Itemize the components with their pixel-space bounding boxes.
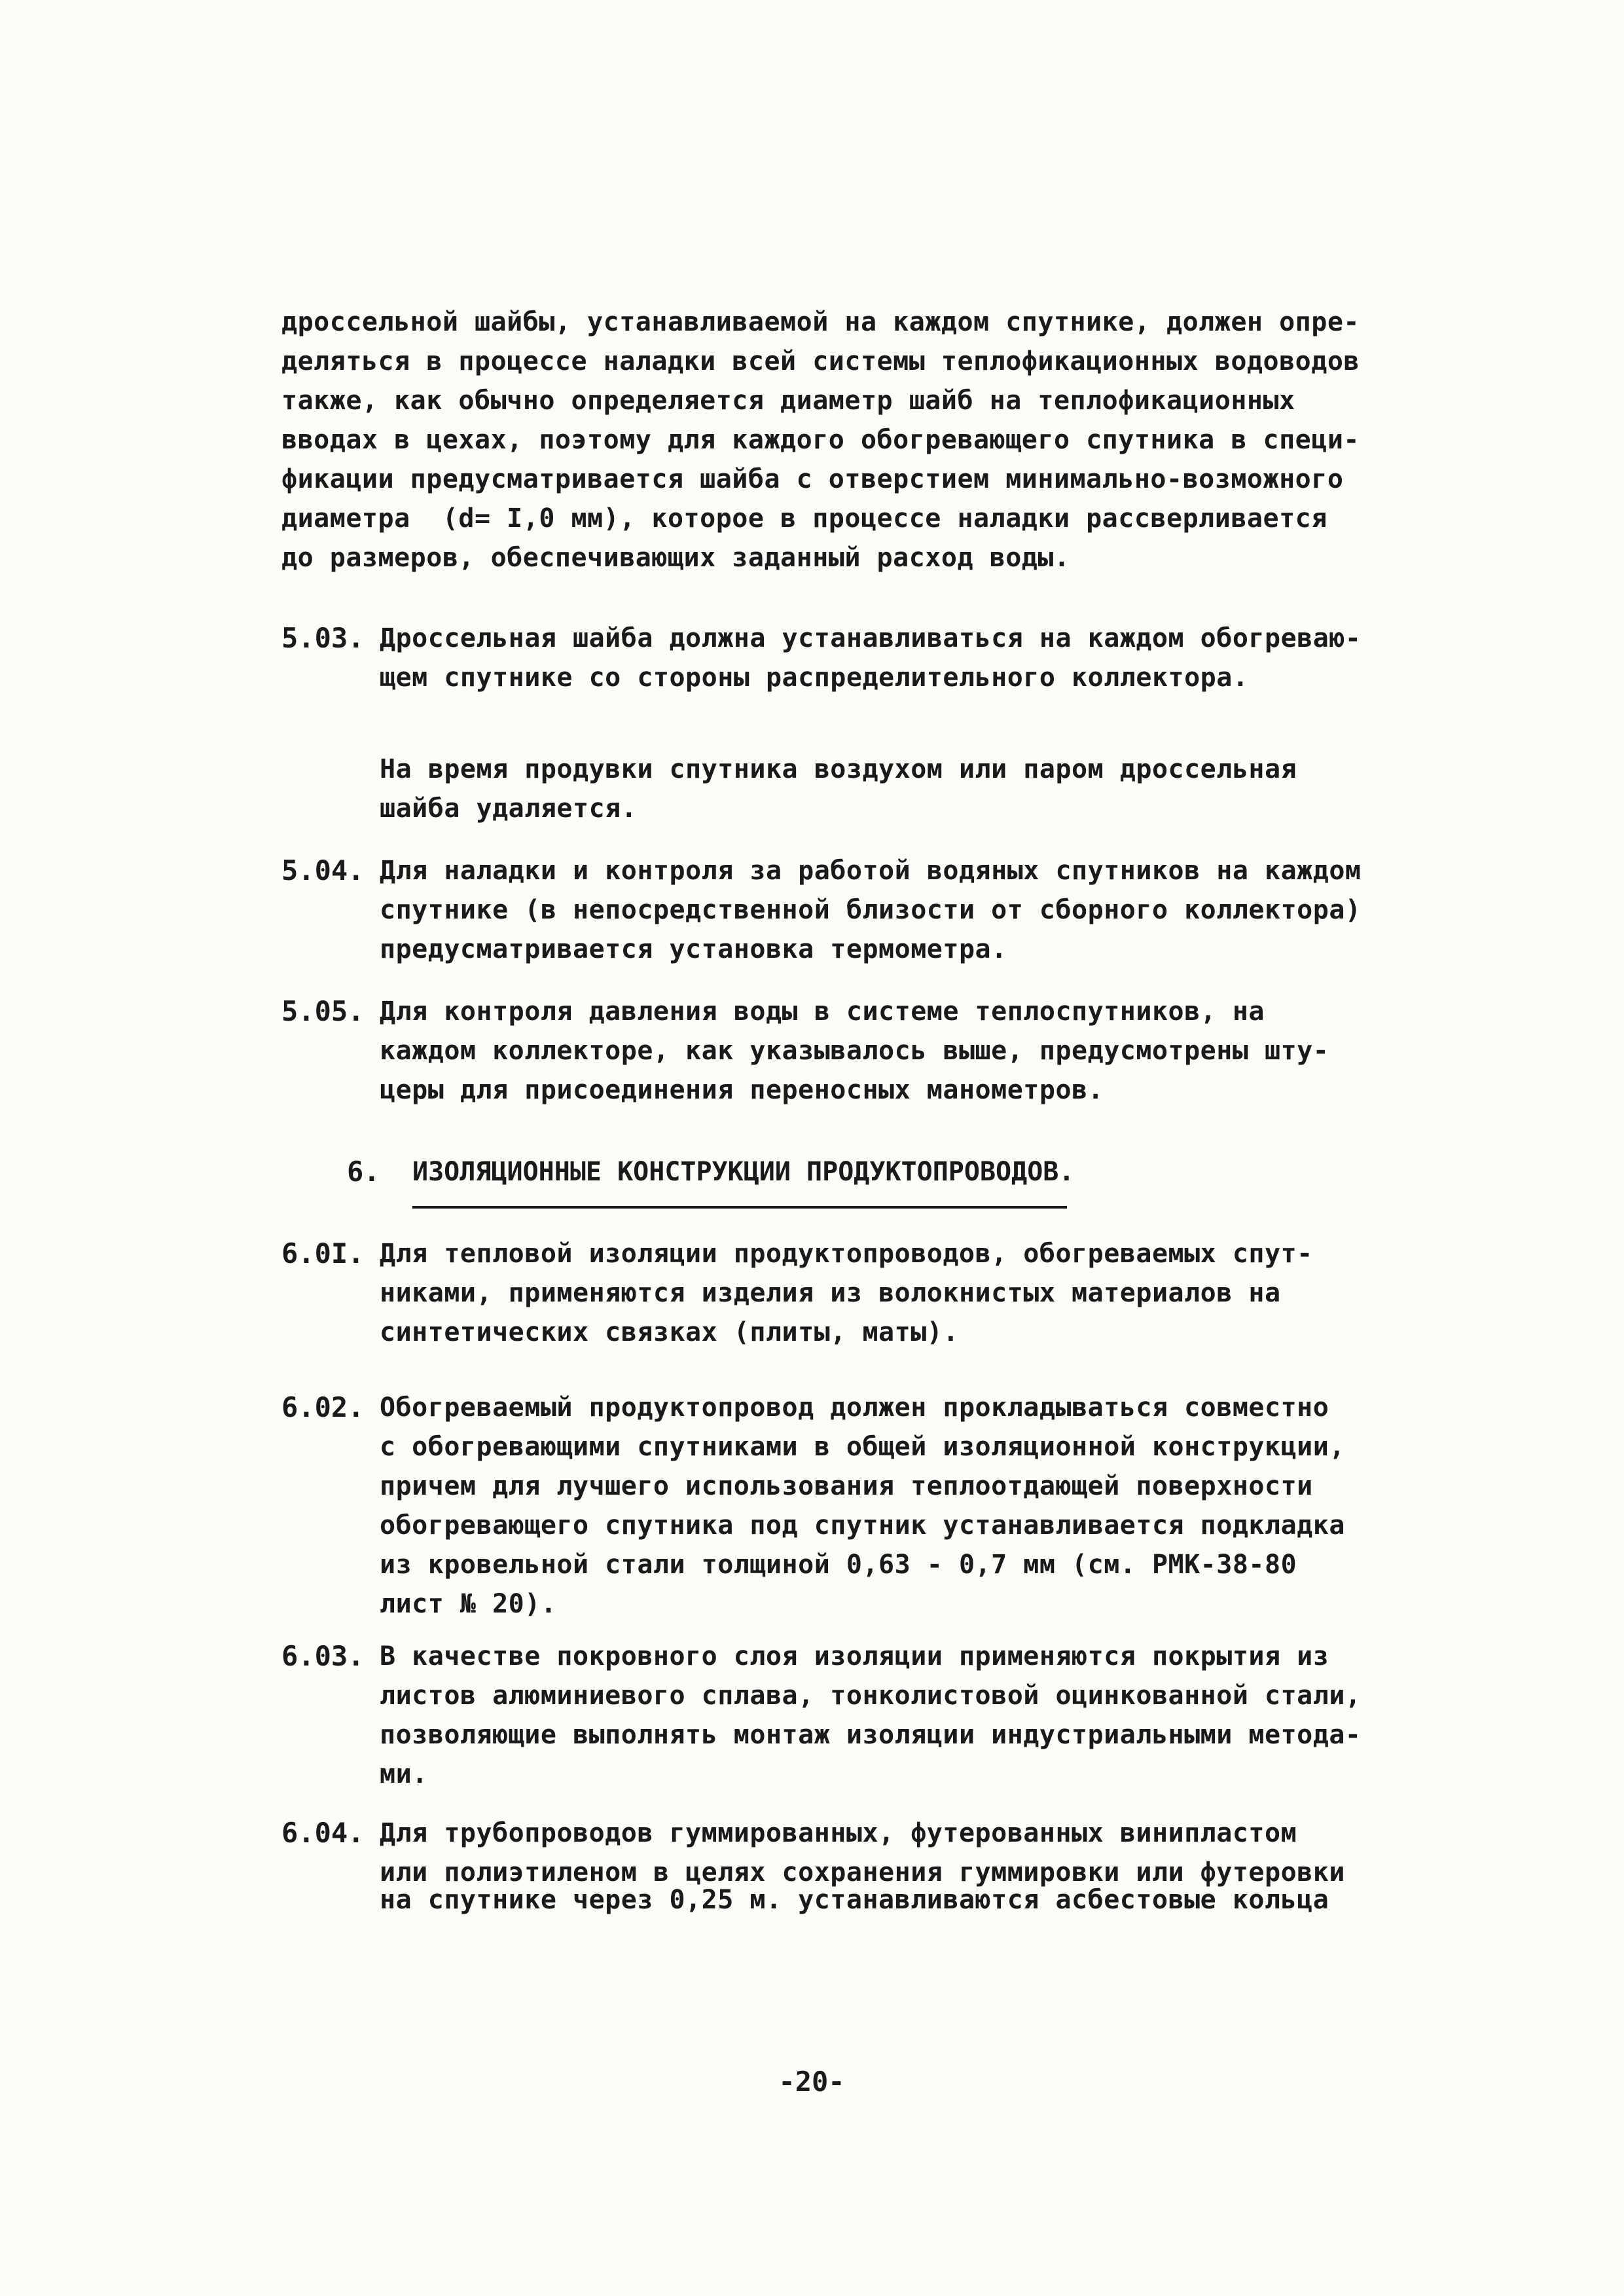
item-line: церы для присоединения переносных манометров. [380,1075,1104,1105]
item-note-line: шайба удаляется. [380,793,638,824]
section-item-number: 6.03. [281,1640,365,1672]
item-line: Дроссельная шайба должна устанавливаться на каждом обогреваю- [380,623,1362,653]
section-item-line: на спутнике через 0,25 м. устанавливаются асбестовые кольца [380,1885,1329,1915]
section-item-line: синтетических связках (плиты, маты). [380,1317,959,1347]
item-number: 5.03. [281,622,365,654]
section-item-line: В качестве покровного слоя изоляции применяются покрытия из [380,1641,1329,1671]
section-item-line: позволяющие выполнять монтаж изоляции индустриальными метода- [380,1720,1362,1750]
section-title-underline [412,1206,1067,1209]
section-item-line: причем для лучшего использования теплоотдающей поверхности [380,1471,1313,1501]
section-item-line: Обогреваемый продуктопровод должен прокладываться совместно [380,1393,1329,1423]
section-number: 6. [347,1156,380,1188]
section-item-number: 6.0I. [281,1237,365,1269]
intro-line: вводах в цехах, поэтому для каждого обогревающего спутника в специ- [281,425,1360,455]
section-item-line: Для тепловой изоляции продуктопроводов, обогреваемых спут- [380,1239,1313,1269]
section-item-line: лист № 20). [380,1589,557,1619]
section-item-line: никами, применяются изделия из волокнистых материалов на [380,1278,1281,1308]
intro-line: также, как обычно определяется диаметр шайб на теплофикационных [281,386,1295,416]
intro-line: до размеров, обеспечивающих заданный расход воды. [281,543,1070,573]
section-title: ИЗОЛЯЦИОННЫЕ КОНСТРУКЦИИ ПРОДУКТОПРОВОДОВ. [412,1157,1075,1187]
section-item-line: ми. [380,1759,428,1789]
item-line: щем спутнике со стороны распределительного коллектора. [380,663,1249,693]
item-line: Для контроля давления воды в системе теплоспутников, на [380,996,1265,1027]
section-item-number: 6.04. [281,1817,365,1849]
page-number: -20- [778,2066,845,2098]
section-item-line: или полиэтиленом в целях сохранения гуммировки или футеровки [380,1857,1345,1887]
item-number: 5.04. [281,854,365,886]
section-item-line: Для трубопроводов гуммированных, футерованных винипластом [380,1818,1297,1848]
item-line: спутнике (в непосредственной близости от сборного коллектора) [380,895,1362,925]
section-item-number: 6.02. [281,1391,365,1423]
section-item-line: с обогревающими спутниками в общей изоляционной конструкции, [380,1432,1345,1462]
item-line: предусматривается установка термометра. [380,934,1007,964]
intro-line: диаметра (d= I,0 мм), которое в процессе наладки рассверливается [281,503,1327,534]
item-line: Для наладки и контроля за работой водяных спутников на каждом [380,856,1362,886]
item-line: каждом коллекторе, как указывалось выше, предусмотрены шту- [380,1036,1329,1066]
item-note-line: На время продувки спутника воздухом или паром дроссельная [380,754,1297,784]
section-item-line: обогревающего спутника под спутник устанавливается подкладка [380,1510,1345,1540]
intro-line: фикации предусматривается шайба с отверстием минимально-возможного [281,464,1344,494]
intro-line: дроссельной шайбы, устанавливаемой на каждом спутнике, должен опре- [281,307,1360,337]
item-number: 5.05. [281,995,365,1027]
section-item-line: из кровельной стали толщиной 0,63 - 0,7 мм (см. РМК-38-80 [380,1550,1297,1580]
section-item-line: листов алюминиевого сплава, тонколистовой оцинкованной стали, [380,1681,1362,1711]
intro-line: деляться в процессе наладки всей системы теплофикационных водоводов [281,346,1360,376]
